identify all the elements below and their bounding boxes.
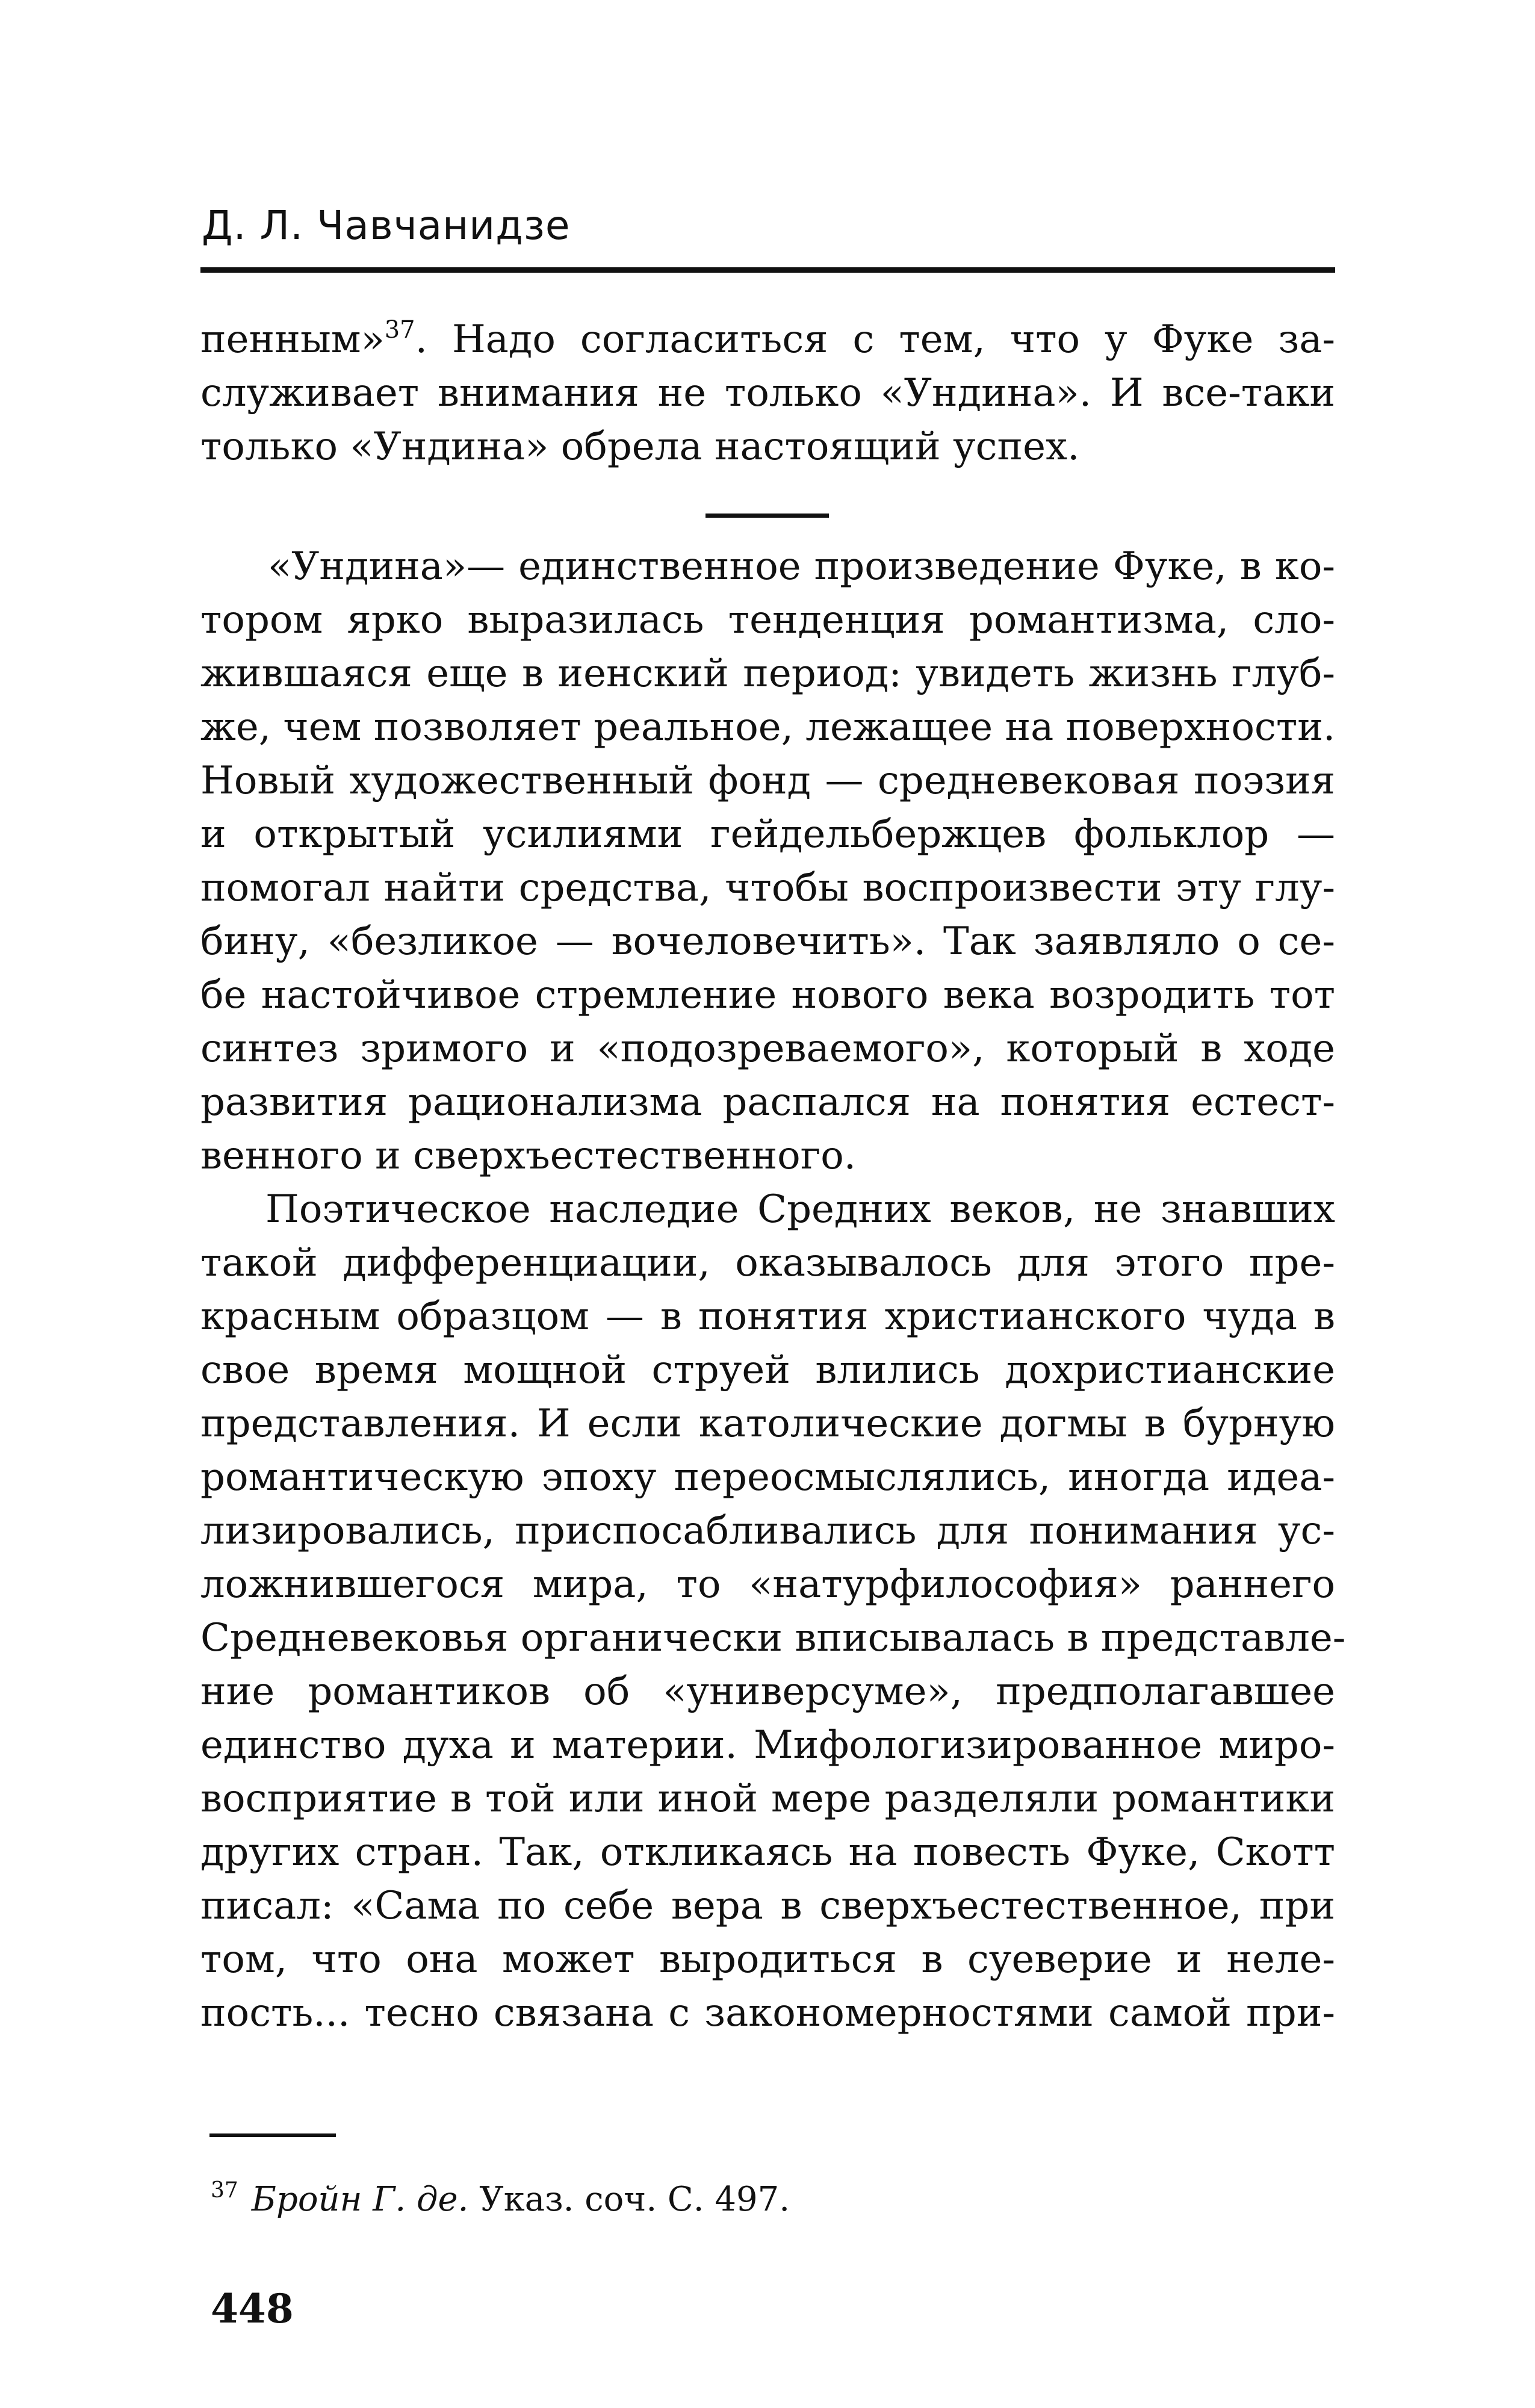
text-line: помогал найти средства, чтобы воспроизвести эту глу- <box>200 866 1335 910</box>
text-line: развития рационализма распался на понятия естест- <box>200 1080 1335 1125</box>
text-line: и открытый усилиями гейдельбержцев фольклор — <box>200 812 1335 857</box>
text-line: служивает внимания не только «Ундина». И все-таки <box>200 371 1335 415</box>
paragraph <box>200 1183 1346 2040</box>
text-line: пость... тесно связана с закономерностями самой при- <box>200 1991 1335 2035</box>
continuation-text <box>200 313 1335 474</box>
text-line: «Ундина»— единственное произведение Фуке, в ко- <box>268 544 1335 589</box>
text-line: жившаяся еще в иенский период: увидеть жизнь глуб- <box>200 651 1335 696</box>
text-line: венного и сверхъестественного. <box>200 1134 857 1178</box>
text-line: тором ярко выразилась тенденция романтизма, сло- <box>200 598 1335 642</box>
text-line: Поэтическое наследие Средних веков, не знавших <box>265 1187 1335 1232</box>
page-number: 448 <box>211 2285 294 2332</box>
text-line: единство духа и материи. Мифологизированное миро- <box>200 1723 1335 1767</box>
text-line: том, что она может выродиться в суеверие и неле- <box>200 1937 1335 1982</box>
text-line: красным образцом — в понятия христианского чуда в <box>200 1294 1335 1339</box>
text-line: восприятие в той или иной мере разделяли романтики <box>200 1777 1335 1821</box>
text-line: ние романтиков об «универсуме», предполагавшее <box>200 1669 1335 1714</box>
text-line: бе настойчивое стремление нового века возродить тот <box>200 973 1335 1017</box>
footnote-ref: 37 <box>384 316 415 344</box>
footnote-citation: Указ. соч. С. 497. <box>479 2180 790 2219</box>
text-line: Средневековья органически вписывалась в представле- <box>200 1616 1346 1660</box>
text-line: свое время мощной струей влились дохристианские <box>200 1348 1335 1392</box>
text-line: других стран. Так, откликаясь на повесть Фуке, Скотт <box>200 1830 1335 1875</box>
text-line: Новый художественный фонд — средневековая поэзия <box>200 759 1335 803</box>
text-line: синтез зримого и «подозреваемого», который в ходе <box>200 1026 1335 1071</box>
text-line: такой дифференциации, оказывалось для этого пре- <box>200 1241 1335 1285</box>
text-line: пенным»$^{37}$. Надо согласиться с тем, что у Фуке за- <box>200 316 1335 362</box>
footnote <box>211 2176 790 2224</box>
running-head: Д. Л. Чавчанидзе <box>202 202 571 249</box>
footnote-author: Бройн Г. де. <box>251 2180 469 2219</box>
footnote-mark: 37 <box>211 2178 238 2203</box>
header-rule <box>200 267 1335 273</box>
text-line: романтическую эпоху переосмыслялись, иногда идеа- <box>200 1455 1335 1500</box>
text-line: представления. И если католические догмы в бурную <box>200 1401 1335 1446</box>
footnote-rule <box>209 2133 336 2137</box>
paragraph <box>200 540 1335 1183</box>
text-line: лизировались, приспосабливались для понимания ус- <box>200 1509 1335 1553</box>
text-line: же, чем позволяет реальное, лежащее на поверхности. <box>200 705 1336 749</box>
section-divider <box>705 514 829 518</box>
text-line: ложнившегося мира, то «натурфилософия» раннего <box>200 1562 1335 1607</box>
text-line: бину, «безликое — вочеловечить». Так заявляло о се- <box>200 919 1335 964</box>
text-line: только «Ундина» обрела настоящий успех. <box>200 424 1080 469</box>
text-line: писал: «Сама по себе вера в сверхъестественное, при <box>200 1884 1335 1928</box>
